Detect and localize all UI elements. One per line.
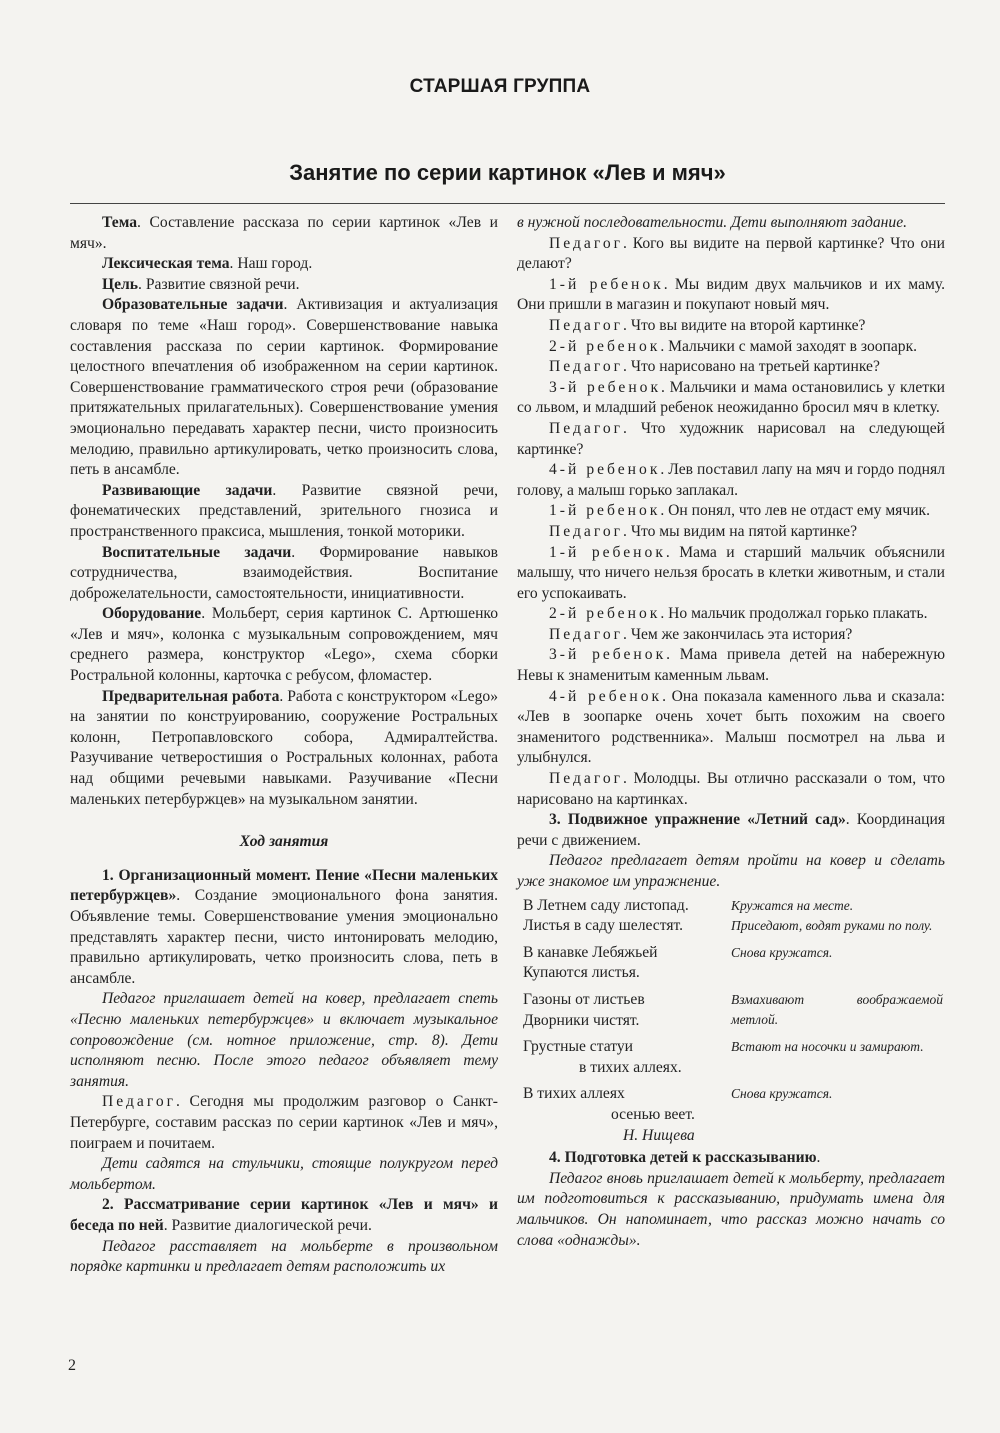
child-speaker: 1-й ребенок (549, 502, 661, 520)
left-column (70, 213, 498, 1278)
child-speaker: 1-й ребенок (549, 275, 664, 293)
dialogue-q6 (517, 625, 945, 646)
step3-instruction (517, 851, 945, 892)
topic-label: Тема (102, 214, 138, 231)
dialogue-a3 (517, 378, 945, 419)
step1-paragraph (70, 866, 498, 990)
dev-tasks-label: Развивающие задачи (102, 481, 273, 499)
step1-teacher-text: . Сегодня мы продолжим разговор о Санкт-Петербурге, составим рассказ по серии картинок «Лев и мяч», поиграем и почитаем. (70, 1093, 498, 1152)
poem-verse: В Летнем саду листопад. (523, 896, 689, 914)
step1-instruction (70, 989, 498, 1092)
step4-instruction-text: Педагог вновь приглашает детей к мольберту, предлагает им подготовиться к рассказыванию, придумать имена для мальчиков. Он напоминает, что рассказ можно начать со слова «однажды». (517, 1169, 945, 1249)
goal-paragraph (70, 275, 498, 296)
dialogue-text: . Что художник нарисовал на следующей картинке? (517, 419, 945, 458)
prep-work-label: Предварительная работа (102, 687, 280, 705)
dialogue-text: . Что вы видите на второй картинке? (623, 316, 866, 334)
dialogue-q1 (517, 234, 945, 275)
child-speaker: 1-й ребенок (549, 543, 666, 561)
poem-action: Снова кружатся. (731, 944, 833, 960)
teacher-speaker: Педагог (549, 522, 624, 540)
dialogue-text: . Мальчики и мама остановились у клетки со львом, и младший ребенок неожиданно бросил мяч в клетку. (517, 378, 945, 417)
teacher-speaker: Педагог (102, 1093, 177, 1111)
course-heading-text: Ход занятия (239, 833, 329, 851)
child-speaker: 2-й ребенок (549, 337, 661, 355)
poem-action: Приседают, водят руками по полу. (731, 918, 933, 934)
dialogue-text: . Кого вы видите на первой картинке? Что они делают? (517, 234, 945, 273)
poem-verse (517, 943, 731, 984)
child-speaker: 4-й ребенок (549, 687, 663, 705)
equipment-text: . Мольберт, серия картинок С. Артюшенко «Лев и мяч», колонка с музыкальным сопровождением, мяч среднего размера, конструктор «Lego», схема сборки Ростральной колонны, карточка с ребусом, фломастер. (70, 605, 498, 685)
dialogue-text: . Молодцы. Вы отлично рассказали о том, что нарисовано на картинках. (517, 770, 945, 808)
child-speaker: 2-й ребенок (549, 605, 661, 623)
upbringing-tasks-paragraph (70, 543, 498, 605)
dialogue-a6b (517, 687, 945, 769)
upbringing-tasks-text: . Формирование навыков сотрудничества, взаимодействия. Воспитание доброжелательности, самостоятельности, инициативности. (70, 543, 498, 602)
topic-paragraph (70, 213, 498, 254)
poem-line: осенью веет. (611, 1105, 695, 1123)
step4-paragraph (517, 1148, 945, 1169)
poem-row (517, 943, 945, 984)
dialogue-text: . Лев поставил лапу на мяч и гордо поднял голову, а малыш горько заплакал. (517, 461, 945, 499)
dialogue-text: . Мальчики с мамой заходят в зоопарк. (660, 337, 918, 355)
dialogue-a6 (517, 645, 945, 686)
step1-instruction-2 (70, 1154, 498, 1195)
step3-paragraph (517, 810, 945, 851)
poem-action: Встают на носочки и замирают. (731, 1039, 924, 1055)
equipment-paragraph (70, 604, 498, 686)
dialogue-q3 (517, 357, 945, 378)
title-divider (70, 203, 945, 204)
step2-label: 2. Рассматривание серии картинок «Лев и мяч» и беседа по ней (70, 1196, 498, 1234)
dialogue-text: . Что мы видим на пятой картинке? (623, 522, 857, 540)
dialogue-text: . Мы видим двух мальчиков и их маму. Они пришли в магазин и покупают новый мяч. (517, 275, 945, 314)
course-heading (70, 832, 498, 853)
step1-instruction-2-text: Дети садятся на стульчики, стоящие полукругом перед мольбертом. (70, 1155, 498, 1193)
teacher-speaker: Педагог (549, 234, 624, 252)
poem-line: в тихих аллеях. (579, 1058, 682, 1076)
poem-row (517, 1037, 945, 1078)
section-header: СТАРШАЯ ГРУППА (409, 76, 591, 97)
edu-tasks-paragraph (70, 295, 498, 480)
step1-label: 1. Организационный момент. Пение «Песни маленьких петербуржцев» (70, 866, 498, 905)
poem-row (517, 896, 945, 917)
dialogue-a5 (517, 543, 945, 605)
step2-instruction-cont (517, 213, 945, 234)
step1-teacher-line (70, 1092, 498, 1154)
step4-label: 4. Подготовка детей к рассказыванию (549, 1149, 817, 1167)
poem-action: Взмахивают воображаемой метлой. (731, 991, 943, 1027)
dev-tasks-paragraph (70, 481, 498, 543)
prep-work-text: . Работа с конструктором «Lego» на занятии по конструированию, сооружение Ростральных колонн, Петропавловского собора, Адмиралтейства. Разучивание четверостишия о Ростральных колоннах, работа над общими речевыми навыками. Разучивание «Песни маленьких петербуржцев» на музыкальном занятии. (70, 687, 498, 808)
poem-verse: Листья в саду шелестят. (523, 917, 684, 935)
dialogue-text: . Он понял, что лев не отдаст ему мячик. (660, 502, 931, 520)
dialogue-a5b (517, 604, 945, 625)
step4-instruction (517, 1169, 945, 1251)
teacher-speaker: Педагог (549, 358, 624, 376)
right-column (517, 213, 945, 1251)
teacher-speaker: Педагог (549, 625, 624, 643)
poem-verse (517, 990, 731, 1031)
poem-verse (517, 1037, 731, 1078)
child-speaker: 4-й ребенок (549, 461, 661, 479)
poem-line: В тихих аллеях (523, 1085, 625, 1103)
dialogue-text: . Она показала каменного льва и сказала: «Лев в зоопарке очень хочет быть похожим на своего знаменитого родственника». Малыш посмотрел на льва и улыбнулся. (517, 687, 945, 767)
poem-author: Н. Нищева (623, 1126, 695, 1144)
edu-tasks-label: Образовательные задачи (102, 296, 284, 314)
dev-tasks-text: . Развитие связной речи, фонематических представлений, зрительного гнозиса и пространственного праксиса, мышления, тонкой моторики. (70, 481, 498, 540)
dialogue-text: . Но мальчик продолжал горько плакать. (660, 605, 928, 623)
dialogue-a4 (517, 460, 945, 501)
equipment-label: Оборудование (102, 605, 202, 623)
child-speaker: 3-й ребенок (549, 378, 662, 396)
step2-paragraph (70, 1195, 498, 1236)
lexical-text: . Наш город. (229, 255, 313, 273)
dialogue-q2 (517, 316, 945, 337)
poem-action: Снова кружатся. (731, 1086, 833, 1102)
dialogue-text: . Мама и старший мальчик объяснили малышу, что ничего нельзя бросать в клетки животным, и стали его успокаивать. (517, 543, 945, 602)
step1-instruction-text: Педагог приглашает детей на ковер, предлагает спеть «Песню маленьких петербуржцев» и включает музыкальное сопровождение (см. нотное приложение, стр. 8). Дети исполняют песню. После этого педагог объявляет тему занятия. (70, 990, 498, 1090)
dialogue-text: . Чем же закончилась эта история? (623, 625, 853, 643)
dialogue-a1 (517, 275, 945, 316)
page-number: 2 (68, 1357, 76, 1374)
teacher-speaker: Педагог (549, 419, 624, 437)
poem-line: Грустные статуи (523, 1038, 633, 1056)
poem-row (517, 990, 945, 1031)
poem-line: В канавке Лебяжьей (523, 943, 658, 961)
goal-label: Цель (102, 275, 139, 293)
step2-instruction-text: Педагог расставляет на мольберте в произвольном порядке картинки и предлагает детям расположить их (70, 1237, 498, 1276)
poem-line: Купаются листья. (523, 964, 640, 982)
lexical-paragraph (70, 254, 498, 275)
dialogue-a2 (517, 337, 945, 358)
dialogue-q5 (517, 522, 945, 543)
step3-label: 3. Подвижное упражнение «Летний сад» (549, 811, 846, 829)
dialogue-praise (517, 769, 945, 810)
goal-text: . Развитие связной речи. (138, 275, 300, 293)
dialogue-text: . Мама привела детей на набережную Невы к знаменитым каменным львам. (517, 646, 945, 685)
step4-dot: . (816, 1149, 821, 1167)
teacher-speaker: Педагог (549, 316, 624, 334)
upbringing-tasks-label: Воспитательные задачи (102, 543, 292, 561)
poem-verse (517, 1084, 731, 1146)
step2-text: . Развитие диалогической речи. (163, 1216, 372, 1234)
topic-text: . Составление рассказа по серии картинок «Лев и мяч». (70, 214, 498, 252)
dialogue-a4b (517, 501, 945, 522)
poem-line: Газоны от листьев (523, 990, 645, 1008)
teacher-speaker: Педагог (549, 770, 624, 788)
lesson-title: Занятие по серии картинок «Лев и мяч» (289, 160, 726, 185)
poem-line: Дворники чистят. (523, 1011, 640, 1029)
poem-action: Кружатся на месте. (731, 897, 854, 913)
edu-tasks-text: . Активизация и актуализация словаря по теме «Наш город». Совершенствование навыка составления рассказа по серии картинок. Формирование целостного впечатления об изображенном на серии картинок. Совершенствование грамматического строя речи (образование притяжательных прилагательных). Совершенствование умения эмоционально передавать характер песни, чисто произносить мелодию, правильно артикулировать, четко произносить слова, петь в ансамбле. (70, 296, 498, 479)
step2-instruction-cont-text: в нужной последовательности. Дети выполняют задание. (517, 214, 908, 231)
dialogue-q4 (517, 419, 945, 460)
poem-row (517, 916, 945, 937)
lexical-label: Лексическая тема (102, 255, 230, 273)
dialogue-text: . Что нарисовано на третьей картинке? (623, 358, 880, 376)
step3-text: . Координация речи с движением. (517, 811, 945, 849)
child-speaker: 3-й ребенок (549, 646, 667, 664)
prep-work-paragraph (70, 687, 498, 811)
step2-instruction (70, 1237, 498, 1278)
step3-instruction-text: Педагог предлагает детям пройти на ковер и сделать уже знакомое им упражнение. (517, 852, 945, 890)
poem-table (517, 896, 945, 1147)
poem-row (517, 1084, 945, 1146)
step1-text: . Создание эмоционального фона занятия. Объявление темы. Совершенствование умения эмоционально представлять характер песни, чисто интонировать мелодию, правильно артикулировать, четко произносить слова, петь в ансамбле. (70, 887, 498, 987)
